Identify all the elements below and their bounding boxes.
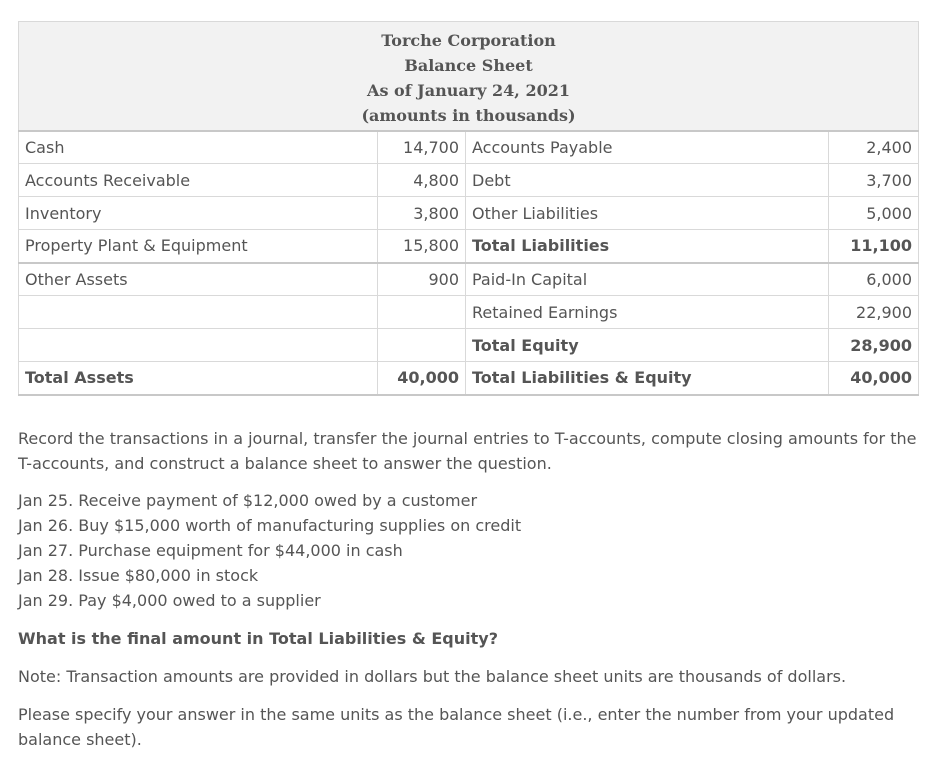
total-liabilities-equity-value: 40,000 [829,362,919,395]
asset-value: 14,700 [378,131,466,164]
question-text: What is the final amount in Total Liabilities & Equity? [18,629,498,648]
table-row [19,362,919,395]
liability-label: Paid-In Capital [466,263,829,296]
liability-value: 2,400 [829,131,919,164]
instructions-text: Record the transactions in a journal, transfer the journal entries to T-accounts, compute closing amounts for the T-accounts, and construct a balance sheet to answer the question. [18,429,917,473]
answer-hint [18,702,918,752]
liability-label: Retained Earnings [466,296,829,329]
liability-label: Debt [466,164,829,197]
statement-units: (amounts in thousands) [361,105,576,125]
transaction-item: Jan 28. Issue $80,000 in stock [18,566,259,585]
asset-value: 900 [378,263,466,296]
total-liabilities-value: 11,100 [829,230,919,263]
table-row [19,131,919,164]
instructions [18,426,918,476]
transaction-item: Jan 25. Receive payment of $12,000 owed by a customer [18,491,478,510]
asset-label: Inventory [19,197,378,230]
transaction-item: Jan 27. Purchase equipment for $44,000 in cash [18,541,403,560]
question [18,626,918,651]
answer-hint-text: Please specify your answer in the same units as the balance sheet (i.e., enter the number from your updated balance sheet). [18,705,895,749]
asset-label: Property Plant & Equipment [19,230,378,263]
transaction-item: Jan 26. Buy $15,000 worth of manufacturing supplies on credit [18,516,522,535]
asset-label: Accounts Receivable [19,164,378,197]
transaction-list [18,488,918,613]
total-assets-value: 40,000 [378,362,466,395]
liability-label: Accounts Payable [466,131,829,164]
note-text: Note: Transaction amounts are provided in dollars but the balance sheet units are thousands of dollars. [18,667,847,686]
table-row [19,230,919,263]
balance-sheet-header-row [19,22,919,131]
asset-value [378,329,466,362]
table-row [19,329,919,362]
total-assets-label: Total Assets [19,362,378,395]
asset-value: 4,800 [378,164,466,197]
statement-title: Balance Sheet [404,55,533,75]
asset-label [19,329,378,362]
balance-sheet-header [19,22,919,131]
asset-label: Other Assets [19,263,378,296]
total-liabilities-label: Total Liabilities [466,230,829,263]
asset-label: Cash [19,131,378,164]
asset-label [19,296,378,329]
table-row [19,197,919,230]
liability-value: 3,700 [829,164,919,197]
transaction-item: Jan 29. Pay $4,000 owed to a supplier [18,591,321,610]
statement-date: As of January 24, 2021 [367,80,570,100]
liability-value: 22,900 [829,296,919,329]
balance-sheet-table [18,21,919,396]
liability-value: 6,000 [829,263,919,296]
total-equity-value: 28,900 [829,329,919,362]
company-name: Torche Corporation [381,30,556,50]
table-row [19,164,919,197]
liability-label: Other Liabilities [466,197,829,230]
total-liabilities-equity-label: Total Liabilities & Equity [466,362,829,395]
table-row [19,263,919,296]
asset-value: 3,800 [378,197,466,230]
total-equity-label: Total Equity [466,329,829,362]
table-row [19,296,919,329]
asset-value: 15,800 [378,230,466,263]
asset-value [378,296,466,329]
note [18,664,918,689]
liability-value: 5,000 [829,197,919,230]
